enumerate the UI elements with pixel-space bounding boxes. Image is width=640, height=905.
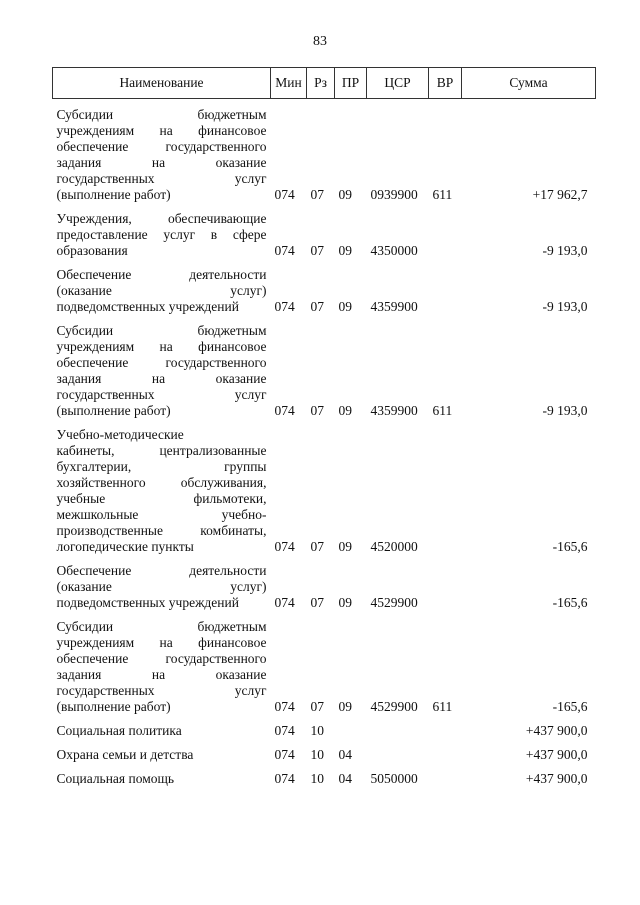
row-name-line: Субсидии бюджетным bbox=[56, 323, 267, 338]
table-body bbox=[53, 99, 596, 788]
row-name-cell bbox=[53, 739, 271, 763]
cell-vr bbox=[429, 763, 462, 787]
cell-pr bbox=[335, 715, 367, 739]
row-name-cell bbox=[53, 763, 271, 787]
row-name-cell bbox=[53, 259, 271, 315]
cell-rz: 07 bbox=[310, 187, 324, 202]
header-min: Мин bbox=[271, 68, 307, 99]
cell-csr: 4529900 bbox=[370, 595, 418, 610]
row-name-cell bbox=[53, 611, 271, 715]
row-name-cell bbox=[53, 203, 271, 259]
row-name-line: подведомственных учреждений bbox=[56, 299, 239, 314]
table-row bbox=[53, 739, 596, 763]
row-name-line: обеспечение государственного bbox=[56, 355, 267, 370]
row-name-line: Обеспечение деятельности bbox=[56, 563, 267, 578]
cell-vr bbox=[429, 259, 462, 315]
row-name-line: хозяйственного обслуживания, bbox=[56, 475, 267, 490]
cell-vr: 611 bbox=[432, 187, 453, 202]
table-row bbox=[53, 419, 596, 555]
cell-sum: +17 962,7 bbox=[532, 187, 588, 202]
cell-sum: -165,6 bbox=[552, 539, 588, 554]
header-name: Наименование bbox=[53, 68, 271, 99]
cell-sum: -9 193,0 bbox=[542, 243, 588, 258]
table-row bbox=[53, 715, 596, 739]
row-name-line: Субсидии бюджетным bbox=[56, 619, 267, 634]
cell-csr: 4529900 bbox=[370, 699, 418, 714]
cell-pr: 09 bbox=[338, 187, 352, 202]
cell-min: 074 bbox=[274, 403, 295, 418]
row-name-line: задания на оказание bbox=[56, 155, 267, 170]
cell-pr: 09 bbox=[338, 539, 352, 554]
cell-rz: 10 bbox=[310, 723, 324, 738]
row-name-line: государственных услуг bbox=[56, 387, 267, 402]
cell-pr: 04 bbox=[338, 747, 352, 762]
header-sum: Сумма bbox=[462, 68, 596, 99]
row-name-line: обеспечение государственного bbox=[56, 139, 267, 154]
budget-table bbox=[52, 67, 596, 787]
row-name-line: Социальная политика bbox=[56, 723, 182, 738]
row-name-line: производственные комбинаты, bbox=[56, 523, 267, 538]
cell-pr: 09 bbox=[338, 595, 352, 610]
cell-min: 074 bbox=[274, 539, 295, 554]
table-header-row bbox=[53, 68, 596, 99]
cell-vr bbox=[429, 555, 462, 611]
row-name-line: учебные фильмотеки, bbox=[56, 491, 267, 506]
row-name-line: кабинеты, централизованные bbox=[56, 443, 267, 458]
cell-min: 074 bbox=[274, 699, 295, 714]
cell-sum: +437 900,0 bbox=[525, 771, 588, 786]
row-name-line: предоставление услуг в сфере bbox=[56, 227, 267, 242]
row-name-cell bbox=[53, 715, 271, 739]
header-vr: ВР bbox=[429, 68, 462, 99]
cell-pr: 09 bbox=[338, 403, 352, 418]
table-row bbox=[53, 763, 596, 787]
cell-min: 074 bbox=[274, 771, 295, 786]
row-name-line: Социальная помощь bbox=[56, 771, 175, 786]
row-name-line: Охрана семьи и детства bbox=[56, 747, 194, 762]
table-row bbox=[53, 611, 596, 715]
row-name-line: (оказание услуг) bbox=[56, 579, 267, 594]
cell-vr bbox=[429, 739, 462, 763]
table-row bbox=[53, 555, 596, 611]
cell-rz: 07 bbox=[310, 403, 324, 418]
cell-min: 074 bbox=[274, 243, 295, 258]
cell-csr: 5050000 bbox=[370, 771, 418, 786]
cell-vr: 611 bbox=[432, 699, 453, 714]
page-number: 83 bbox=[313, 34, 327, 49]
table-row bbox=[53, 99, 596, 204]
header-pr: ПР bbox=[335, 68, 367, 99]
cell-csr: 4350000 bbox=[370, 243, 418, 258]
cell-sum: +437 900,0 bbox=[525, 723, 588, 738]
cell-csr: 4359900 bbox=[370, 299, 418, 314]
cell-rz: 10 bbox=[310, 771, 324, 786]
header-rz: Рз bbox=[307, 68, 335, 99]
row-name-line: учреждениям на финансовое bbox=[56, 339, 267, 354]
cell-csr bbox=[367, 715, 429, 739]
row-name-line: (оказание услуг) bbox=[56, 283, 267, 298]
cell-vr bbox=[429, 203, 462, 259]
row-name-line: логопедические пункты bbox=[56, 539, 194, 554]
cell-sum: +437 900,0 bbox=[525, 747, 588, 762]
row-name-cell bbox=[53, 99, 271, 204]
cell-rz: 07 bbox=[310, 299, 324, 314]
cell-sum: -165,6 bbox=[552, 699, 588, 714]
row-name-line: задания на оказание bbox=[56, 371, 267, 386]
header-csr: ЦСР bbox=[367, 68, 429, 99]
row-name-line: (выполнение работ) bbox=[56, 403, 171, 418]
row-name-line: межшкольные учебно- bbox=[56, 507, 267, 522]
row-name-line: обеспечение государственного bbox=[56, 651, 267, 666]
cell-vr bbox=[429, 715, 462, 739]
cell-rz: 07 bbox=[310, 699, 324, 714]
cell-pr: 09 bbox=[338, 299, 352, 314]
cell-sum: -9 193,0 bbox=[542, 403, 588, 418]
cell-csr: 4520000 bbox=[370, 539, 418, 554]
row-name-line: учреждениям на финансовое bbox=[56, 123, 267, 138]
row-name-line: подведомственных учреждений bbox=[56, 595, 239, 610]
cell-csr bbox=[367, 739, 429, 763]
row-name-line: учреждениям на финансовое bbox=[56, 635, 267, 650]
row-name-cell bbox=[53, 315, 271, 419]
row-name-line: задания на оказание bbox=[56, 667, 267, 682]
cell-vr: 611 bbox=[432, 403, 453, 418]
row-name-line: Обеспечение деятельности bbox=[56, 267, 267, 282]
cell-vr bbox=[429, 419, 462, 555]
cell-pr: 09 bbox=[338, 243, 352, 258]
cell-min: 074 bbox=[274, 723, 295, 738]
cell-rz: 10 bbox=[310, 747, 324, 762]
row-name-line: Учебно-методические bbox=[56, 427, 184, 442]
cell-sum: -9 193,0 bbox=[542, 299, 588, 314]
cell-min: 074 bbox=[274, 299, 295, 314]
cell-min: 074 bbox=[274, 747, 295, 762]
cell-rz: 07 bbox=[310, 243, 324, 258]
row-name-line: образования bbox=[56, 243, 128, 258]
cell-csr: 4359900 bbox=[370, 403, 418, 418]
cell-pr: 04 bbox=[338, 771, 352, 786]
row-name-line: государственных услуг bbox=[56, 683, 267, 698]
cell-rz: 07 bbox=[310, 539, 324, 554]
table-row bbox=[53, 315, 596, 419]
row-name-cell bbox=[53, 555, 271, 611]
row-name-line: государственных услуг bbox=[56, 171, 267, 186]
cell-csr: 0939900 bbox=[370, 187, 418, 202]
cell-min: 074 bbox=[274, 187, 295, 202]
row-name-line: (выполнение работ) bbox=[56, 699, 171, 714]
row-name-cell bbox=[53, 419, 271, 555]
cell-rz: 07 bbox=[310, 595, 324, 610]
cell-pr: 09 bbox=[338, 699, 352, 714]
table-row bbox=[53, 259, 596, 315]
row-name-line: (выполнение работ) bbox=[56, 187, 171, 202]
row-name-line: Учреждения, обеспечивающие bbox=[56, 211, 267, 226]
row-name-line: бухгалтерии, группы bbox=[56, 459, 267, 474]
cell-min: 074 bbox=[274, 595, 295, 610]
table-row bbox=[53, 203, 596, 259]
cell-sum: -165,6 bbox=[552, 595, 588, 610]
row-name-line: Субсидии бюджетным bbox=[56, 107, 267, 122]
